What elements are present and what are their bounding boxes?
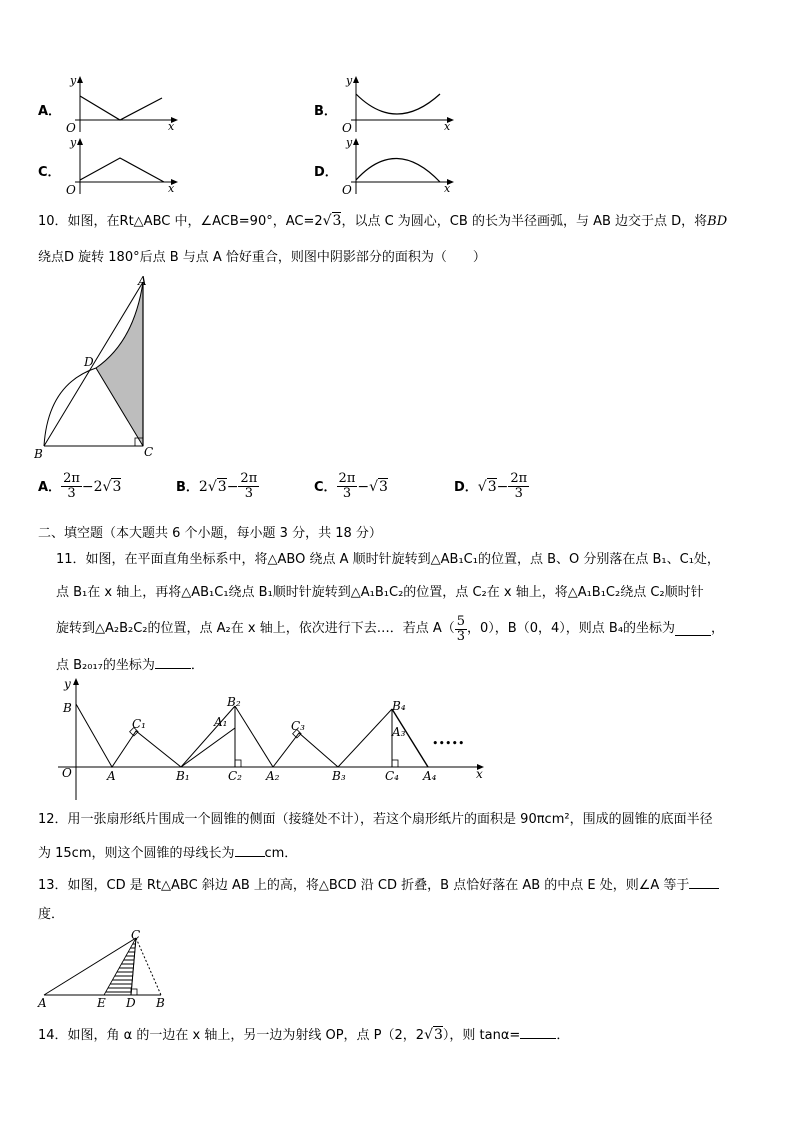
q9d-origin-label: O	[342, 183, 352, 197]
q11-text-a: 旋转到△A₂B₂C₂的位置，点 A₂在 x 轴上，依次进行下去…．若点 A（	[56, 621, 455, 636]
q11-line4	[56, 655, 204, 675]
q11-line2: 点 B₁在 x 轴上，再将△AB₁C₁绕点 B₁顺时针旋转到△A₁B₁C₂的位置，点 C₂在 x 轴上，将△A₁B₁C₂绕点 C₂顺时针	[56, 585, 704, 600]
q10-b-den: 3	[244, 486, 253, 501]
q11-frac-den: 3	[456, 628, 466, 644]
q14-text-c: ．	[556, 1028, 570, 1043]
q9-option-c-graph	[60, 136, 180, 198]
q11-text-b: ，0），B（0，4），则点 B₄的坐标为	[467, 621, 676, 636]
q10-option-a-label: A．	[38, 480, 62, 495]
q10-a-op: −2	[81, 479, 103, 495]
q11-blank-b4[interactable]	[675, 622, 711, 636]
q13-label-b: B	[156, 996, 165, 1010]
q13-line2: 度．	[38, 907, 65, 922]
q10-option-b-label: B．	[176, 480, 199, 495]
q11-label-o: O	[62, 766, 72, 780]
q10-option-b[interactable]: B．2√3− $\frac{2\pi}{3}$	[176, 471, 258, 501]
q11-frac-num: 5	[456, 613, 466, 629]
q10-b-rad: 3	[217, 479, 227, 495]
q9d-x-label: x	[444, 182, 451, 195]
q13-label-a: A	[38, 996, 47, 1010]
q11-label-y: y	[64, 677, 71, 691]
q14-text-a: 14．如图，角 α 的一边在 x 轴上，另一边为射线 OP，点 P（2，2	[38, 1028, 425, 1043]
q9b-y-label: y	[346, 74, 353, 87]
q14-sqrt: 3	[433, 1027, 443, 1043]
q12-text-a: 为 15cm，则这个圆锥的母线长为	[38, 846, 235, 861]
q9-option-b-label: B．	[314, 104, 337, 119]
q11-label-b4: B₄	[392, 699, 406, 713]
q11-label-c2: C₂	[228, 769, 242, 783]
q13-figure	[34, 926, 174, 1010]
q10-line2: 绕点D 旋转 180°后点 B 与点 A 恰好重合，则图中阴影部分的面积为（ ）	[38, 250, 486, 265]
q11-line1: 11．如图，在平面直角坐标系中，将△ABO 绕点 A 顺时针旋转到△AB₁C₁的位置，点 B、O 分别落在点 B₁、C₁处，	[56, 552, 720, 567]
q10-d-op: −	[496, 479, 509, 495]
q9-option-d-graph	[336, 136, 456, 198]
q10-d-num: 2π	[510, 471, 528, 486]
q11-line3	[56, 612, 724, 646]
q10-c-num: 2π	[338, 471, 356, 486]
q9c-y-label: y	[70, 136, 77, 149]
section-2-title: 二、填空题（本大题共 6 个小题，每小题 3 分，共 18 分）	[38, 526, 382, 541]
q9-option-b-graph	[336, 74, 456, 136]
q13-label-c: C	[131, 928, 141, 942]
q9-option-c-label: C．	[38, 165, 61, 180]
q14-text-b: ），则 tanα=	[442, 1028, 521, 1043]
q11-blank-b2017[interactable]	[155, 655, 191, 669]
q10-option-d-label: D．	[454, 480, 478, 495]
q9c-x-label: x	[168, 182, 175, 195]
q10-b-op: −	[226, 479, 239, 495]
q11-label-x: x	[476, 767, 483, 781]
q11-label-b: B	[63, 701, 72, 715]
q10-b-num: 2π	[240, 471, 258, 486]
q13-text-a: 13．如图，CD 是 Rt△ABC 斜边 AB 上的高，将△BCD 沿 CD 折叠，B 点恰好落在 AB 的中点 E 处，则∠A 等于	[38, 878, 690, 893]
q10-a-num: 2π	[63, 471, 80, 486]
q9a-y-label: y	[70, 74, 77, 87]
q11-label-a: A	[107, 769, 116, 783]
q10-label-a: A	[138, 274, 147, 288]
q13-label-d: D	[126, 996, 136, 1010]
q10-option-c[interactable]: C． $\frac{2\pi}{3}$ −√3	[314, 471, 388, 501]
q10-sqrt: 3	[332, 213, 342, 229]
q11-label-b3: B₃	[332, 769, 346, 783]
q10-c-rad: 3	[379, 479, 388, 495]
q9-option-a-label: A．	[38, 104, 62, 119]
q9c-origin-label: O	[66, 183, 76, 197]
q10-arc-label: BD	[707, 214, 728, 229]
q10-option-d[interactable]: D．√3− $\frac{2\pi}{3}$	[454, 471, 528, 501]
q12-line1: 12．用一张扇形纸片围成一个圆锥的侧面（接缝处不计），若这个扇形纸片的面积是 90πcm²，围成的圆锥的底面半径	[38, 812, 713, 827]
q10-d-den: 3	[514, 486, 523, 501]
q10-c-op: −	[357, 479, 370, 495]
q10-line1: 10．如图，在Rt△ABC 中，∠ACB=90°，AC=2√3，以点 C 为圆心，CB 的长为半径画弧，与 AB 边交于点 D，将BD	[38, 213, 728, 229]
q13-label-e: E	[97, 996, 106, 1010]
q11-label-a1: A₁	[214, 715, 228, 729]
q11-label-b2: B₂	[227, 695, 241, 709]
q10-label-c: C	[144, 445, 154, 459]
q10-b-pre: 2	[198, 479, 208, 495]
q11-figure	[52, 676, 492, 802]
q14-line: 14．如图，角 α 的一边在 x 轴上，另一边为射线 OP，点 P（2，2√3），则 tanα= ．	[38, 1027, 570, 1043]
q11-text-e: ．	[190, 658, 204, 673]
q10-label-d: D	[84, 355, 94, 369]
q10-c-den: 3	[342, 486, 352, 501]
q10-d-rad: 3	[487, 479, 497, 495]
q11-label-a2: A₂	[266, 769, 280, 783]
q10-text-b: ，以点 C 为圆心，CB 的长为半径画弧，与 AB 边交于点 D，将	[341, 214, 708, 229]
q12-blank[interactable]	[235, 843, 265, 857]
q10-option-c-label: C．	[314, 480, 337, 495]
q10-a-den: 3	[67, 486, 76, 501]
q11-label-c1: C₁	[132, 717, 146, 731]
q11-label-c4: C₄	[385, 769, 399, 783]
q10-text-a: 10．如图，在Rt△ABC 中，∠ACB=90°，AC=2	[38, 214, 323, 229]
q10-label-b: B	[34, 447, 43, 461]
q13-line1	[38, 875, 719, 895]
q9-option-d-label: D．	[314, 165, 338, 180]
q11-label-c3: C₃	[291, 719, 305, 733]
q12-line2	[38, 843, 297, 863]
q9a-origin-label: O	[66, 121, 76, 135]
q10-a-rad: 3	[112, 479, 122, 495]
q13-blank[interactable]	[689, 875, 719, 889]
q9-option-a-graph	[60, 74, 180, 136]
q10-option-a[interactable]: A． $\frac{2\pi}{3}$ −2√3	[38, 471, 122, 501]
q9b-x-label: x	[444, 120, 451, 133]
q14-blank[interactable]	[520, 1025, 556, 1039]
q9d-y-label: y	[346, 136, 353, 149]
q11-text-d: 点 B₂₀₁₇的坐标为	[56, 658, 155, 673]
q10-figure	[34, 274, 164, 464]
q11-label-a3: A₃	[392, 725, 406, 739]
q12-text-b: cm．	[264, 846, 298, 861]
q11-label-b1: B₁	[176, 769, 190, 783]
q9b-origin-label: O	[342, 121, 352, 135]
q11-ellipsis: •••••	[432, 737, 465, 750]
q11-text-c: ，	[711, 621, 725, 636]
q11-label-a4: A₄	[423, 769, 437, 783]
q9a-x-label: x	[168, 120, 175, 133]
